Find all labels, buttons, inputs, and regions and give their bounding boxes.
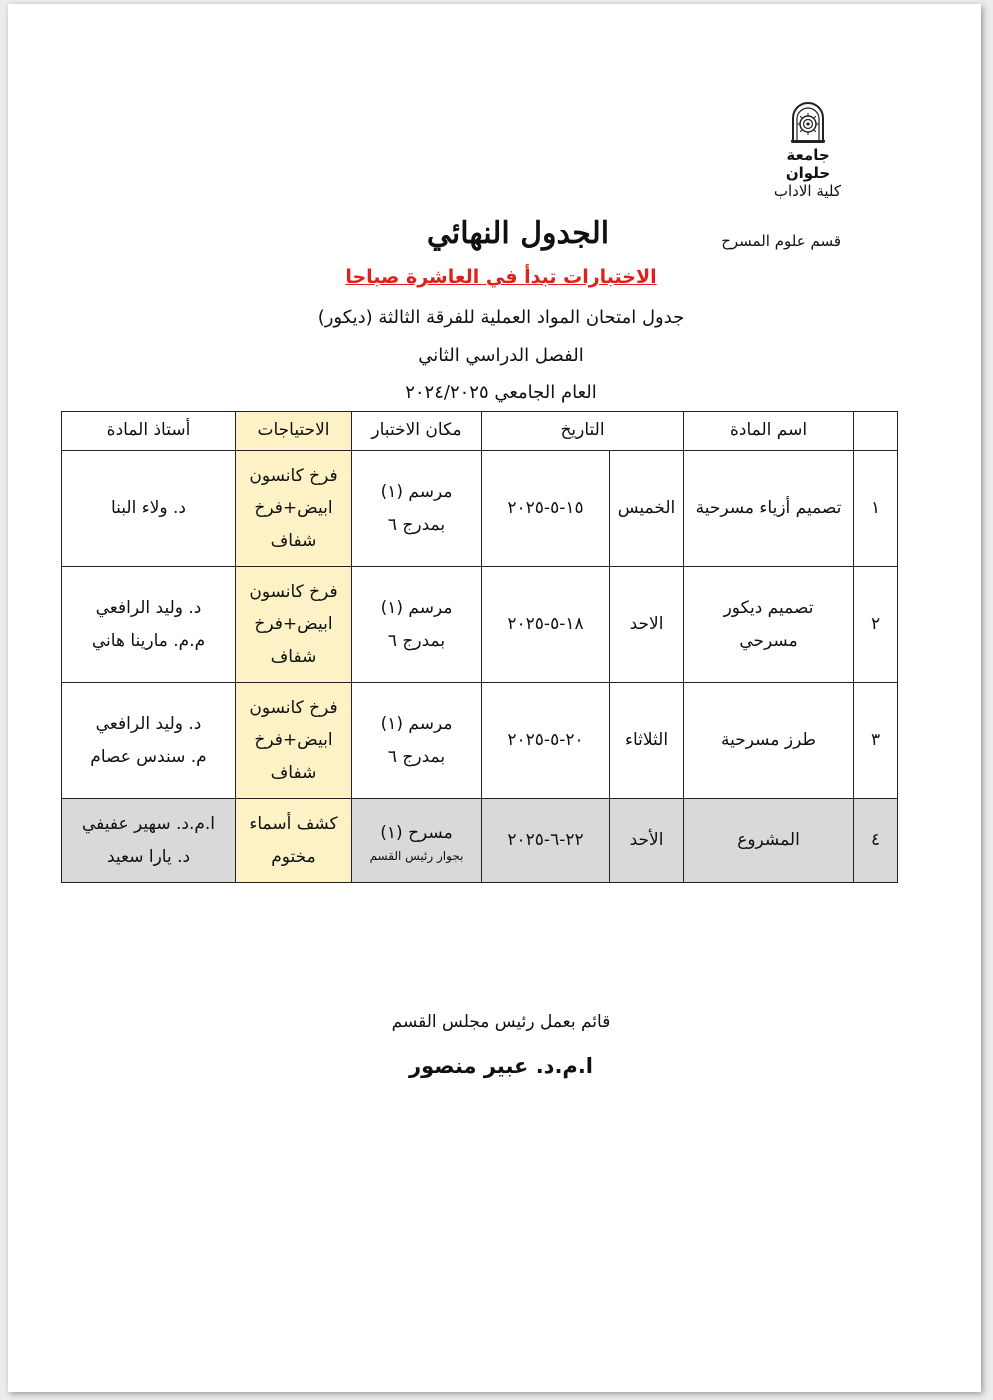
location-cell: مرسم (١) بمدرج ٦ [352,567,482,683]
university-logo-text: جامعة حلوان [785,146,831,182]
academic-year: العام الجامعي ٢٠٢٤/٢٠٢٥ [405,382,597,403]
instructor-cell: د. وليد الرافعي م.م. مارينا هاني [62,567,236,683]
instructor-cell: ا.م.د. سهير عفيفي د. يارا سعيد [62,799,236,883]
table-header-row [62,412,898,451]
table-row [62,451,898,567]
signature-role: قائم بعمل رئيس مجلس القسم [391,1012,611,1032]
subject-cell: طرز مسرحية [684,683,854,799]
date-cell: ١٥-٥-٢٠٢٥ [482,451,610,567]
row-number: ٣ [854,683,898,799]
semester: الفصل الدراسي الثاني [418,345,584,366]
date-cell: ٢٢-٦-٢٠٢٥ [482,799,610,883]
subject-cell: تصميم أزياء مسرحية [684,451,854,567]
page-title: الجدول النهائي [426,216,610,251]
header-requirements: الاحتياجات [236,412,352,451]
requirements-cell: فرخ كانسون ابيض+فرخ شفاف [236,451,352,567]
requirements-cell: فرخ كانسون ابيض+فرخ شفاف [236,567,352,683]
header-location: مكان الاختبار [352,412,482,451]
university-seal-icon [785,98,831,144]
day-cell: الأحد [610,799,684,883]
schedule-description: جدول امتحان المواد العملية للفرقة الثالثة (ديكور) [317,307,685,328]
row-number: ٢ [854,567,898,683]
exam-schedule-table [61,411,898,883]
exam-time-notice: الاختبارات تبدأ في العاشرة صباحا [345,266,657,288]
instructor-cell: د. وليد الرافعي م. سندس عصام [62,683,236,799]
signature-name: ا.م.د. عبير منصور [409,1054,593,1078]
header-date: التاريخ [482,412,684,451]
date-cell: ٢٠-٥-٢٠٢٥ [482,683,610,799]
row-number: ١ [854,451,898,567]
instructor-cell: د. ولاء البنا [62,451,236,567]
day-cell: الاحد [610,567,684,683]
day-cell: الثلاثاء [610,683,684,799]
table-row [62,567,898,683]
location-cell: مرسم (١) بمدرج ٦ [352,683,482,799]
requirements-cell: كشف أسماء مختوم [236,799,352,883]
document-page [8,4,981,1392]
location-cell: مسرح (١) بجوار رئيس القسم [352,799,482,883]
college-name: كلية الاداب [773,182,841,200]
header-subject: اسم المادة [684,412,854,451]
date-cell: ١٨-٥-٢٠٢٥ [482,567,610,683]
table-row [62,683,898,799]
location-cell: مرسم (١) بمدرج ٦ [352,451,482,567]
university-logo [768,98,848,182]
requirements-cell: فرخ كانسون ابيض+فرخ شفاف [236,683,352,799]
day-cell: الخميس [610,451,684,567]
row-number: ٤ [854,799,898,883]
subject-cell: المشروع [684,799,854,883]
header-instructor: أستاذ المادة [62,412,236,451]
subject-cell: تصميم ديكور مسرحي [684,567,854,683]
department-name: قسم علوم المسرح [721,232,841,250]
header-number [854,412,898,451]
table-row [62,799,898,883]
